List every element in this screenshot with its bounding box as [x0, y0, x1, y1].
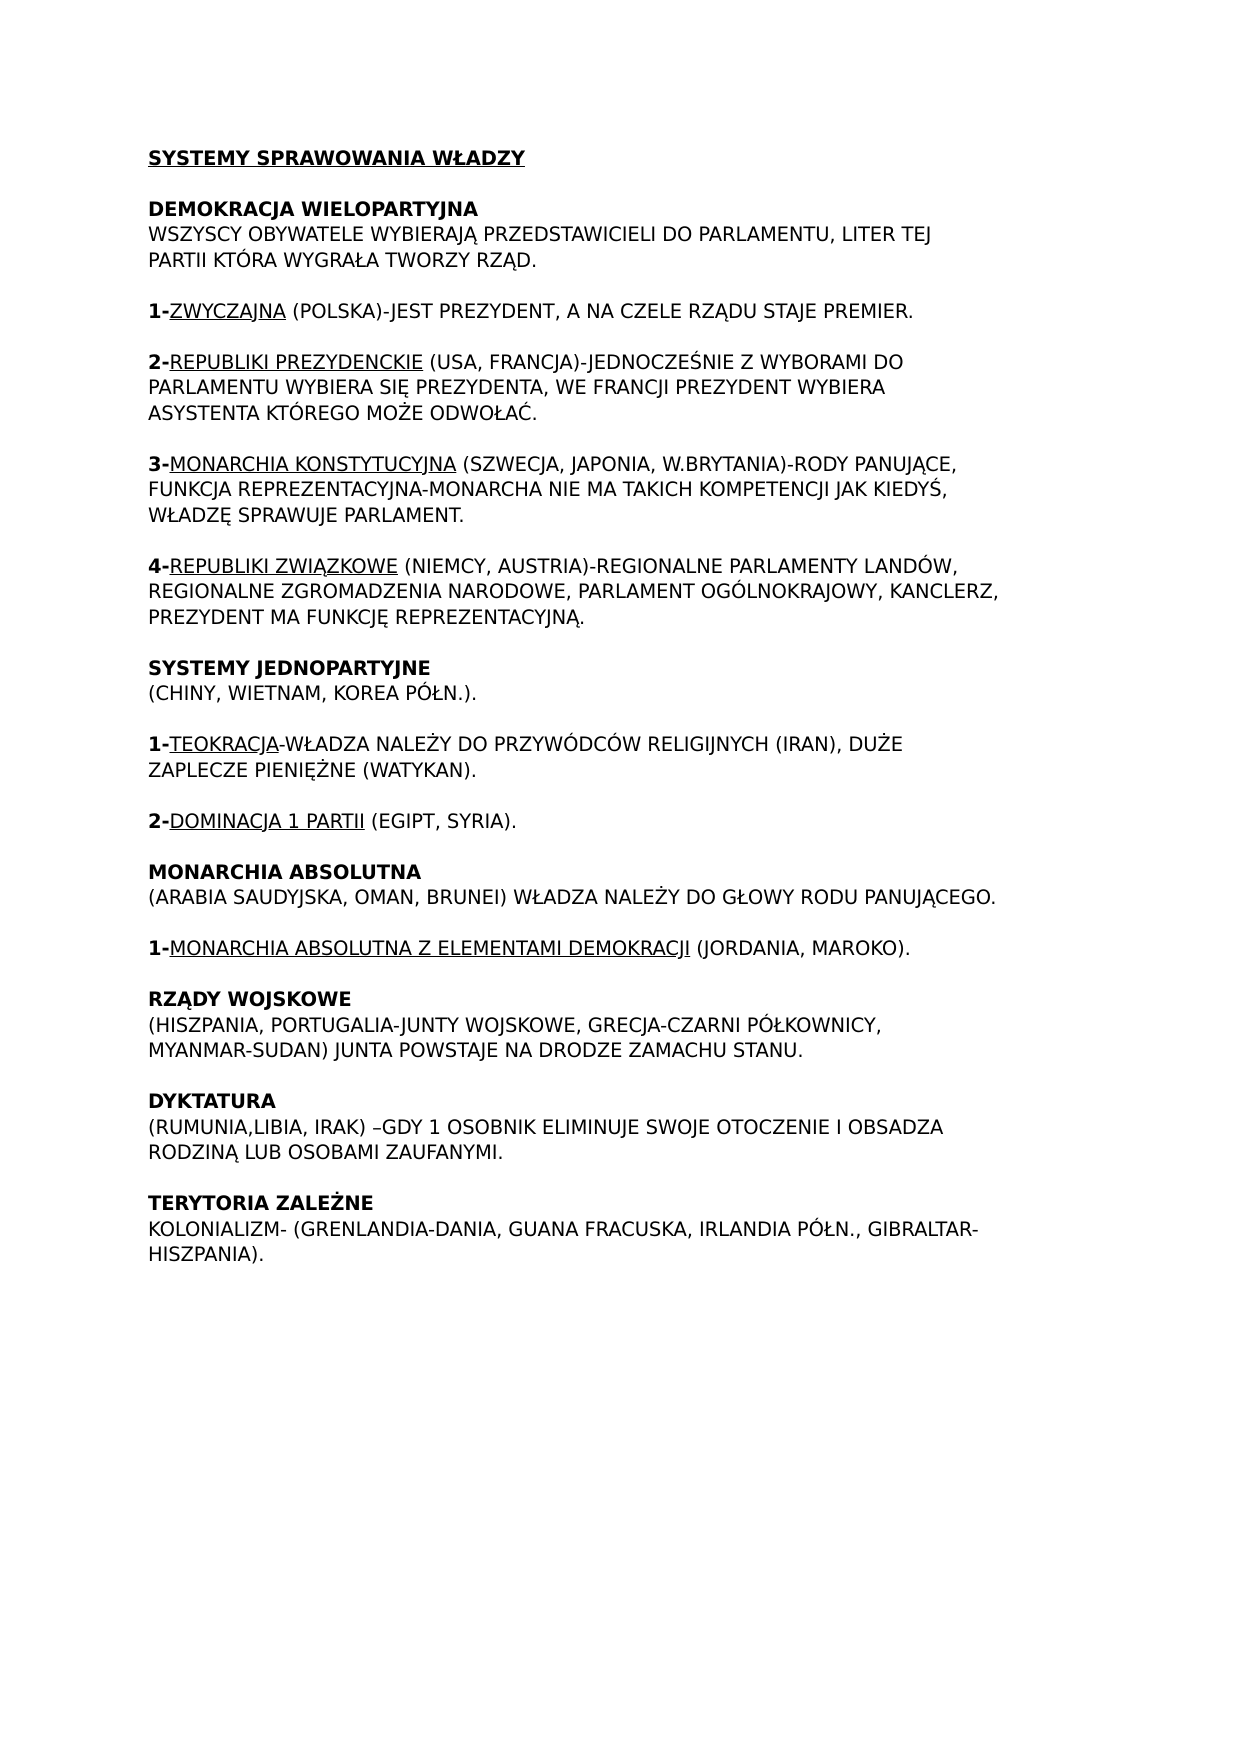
section-heading: DEMOKRACJA WIELOPARTYJNA [148, 197, 478, 221]
item-number: 1- [148, 299, 170, 323]
item-text: -WŁADZA NALEŻY DO PRZYWÓDCÓW RELIGIJNYCH (IRAN), DUŻE [278, 733, 903, 756]
list-item [148, 554, 1108, 631]
item-term: MONARCHIA KONSTYTUCYJNA [169, 452, 457, 476]
text-line: HISZPANIA). [148, 1243, 265, 1266]
section-heading: TERYTORIA ZALEŻNE [148, 1192, 374, 1215]
section-demokracja [148, 197, 1108, 631]
document-title: SYSTEMY SPRAWOWANIA WŁADZY [148, 147, 525, 170]
section-dyktatura [148, 1089, 1108, 1166]
section-text [148, 222, 1108, 273]
section-heading: RZĄDY WOJSKOWE [148, 988, 352, 1011]
item-text: (POLSKA)-JEST PREZYDENT, A NA CZELE RZĄDU STAJE PREMIER. [286, 299, 914, 323]
item-text: (SZWECJA, JAPONIA, W.BRYTANIA)-RODY PANUJĄCE, [456, 452, 958, 476]
item-text: WŁADZĘ SPRAWUJE PARLAMENT. [148, 503, 465, 527]
item-term: DOMINACJA 1 PARTII [169, 809, 365, 833]
text-line: (RUMUNIA,LIBIA, IRAK) –GDY 1 OSOBNIK ELIMINUJE SWOJE OTOCZENIE I OBSADZA [148, 1115, 944, 1139]
section-heading: DYKTATURA [148, 1090, 276, 1113]
list-item [148, 350, 1108, 427]
item-term: ZWYCZAJNA [169, 299, 287, 323]
section-heading: SYSTEMY JEDNOPARTYJNE [148, 656, 431, 680]
item-number: 4- [148, 554, 170, 578]
item-text: PREZYDENT MA FUNKCJĘ REPREZENTACYJNĄ. [148, 605, 586, 629]
item-term: REPUBLIKI PREZYDENCKIE [169, 350, 424, 374]
item-text: (NIEMCY, AUSTRIA)-REGIONALNE PARLAMENTY LANDÓW, [397, 554, 959, 578]
item-term: MONARCHIA ABSOLUTNA Z ELEMENTAMI DEMOKRACJI [169, 937, 691, 960]
section-heading: MONARCHIA ABSOLUTNA [148, 860, 422, 884]
section-text [148, 1115, 1108, 1166]
item-text: ZAPLECZE PIENIĘŻNE (WATYKAN). [148, 758, 477, 782]
text-line: (HISZPANIA, PORTUGALIA-JUNTY WOJSKOWE, GRECJA-CZARNI PÓŁKOWNICY, [148, 1013, 882, 1037]
document-page [148, 146, 1108, 1268]
text-line: RODZINĄ LUB OSOBAMI ZAUFANYMI. [148, 1141, 504, 1164]
item-text: (EGIPT, SYRIA). [364, 809, 517, 833]
text-line: WSZYSCY OBYWATELE WYBIERAJĄ PRZEDSTAWICIELI DO PARLAMENTU, LITER TEJ [148, 223, 932, 246]
item-number: 3- [148, 452, 170, 476]
item-number: 2- [148, 350, 170, 374]
item-number: 2- [148, 809, 170, 833]
item-text: FUNKCJA REPREZENTACYJNA-MONARCHA NIE MA TAKICH KOMPETENCJI JAK KIEDYŚ, [148, 478, 948, 501]
list-item [148, 732, 1108, 783]
item-text: ASYSTENTA KTÓREGO MOŻE ODWOŁAĆ. [148, 401, 538, 425]
item-text: (JORDANIA, MAROKO). [690, 937, 911, 960]
item-number: 1- [148, 733, 170, 756]
item-term: REPUBLIKI ZWIĄZKOWE [169, 554, 398, 578]
section-text [148, 1217, 1108, 1268]
item-term: TEOKRACJA [169, 733, 279, 756]
section-rzady-wojskowe [148, 987, 1108, 1064]
text-line: (ARABIA SAUDYJSKA, OMAN, BRUNEI) WŁADZA NALEŻY DO GŁOWY RODU PANUJĄCEGO. [148, 886, 997, 909]
text-line: KOLONIALIZM- (GRENLANDIA-DANIA, GUANA FRACUSKA, IRLANDIA PÓŁN., GIBRALTAR- [148, 1217, 979, 1241]
text-line: PARTII KTÓRA WYGRAŁA TWORZY RZĄD. [148, 248, 538, 272]
list-item [148, 452, 1108, 529]
section-terytoria-zalezne [148, 1191, 1108, 1268]
section-text [148, 681, 1108, 707]
item-number: 1- [148, 937, 170, 960]
text-line: (CHINY, WIETNAM, KOREA PÓŁN.). [148, 682, 478, 705]
item-text: REGIONALNE ZGROMADZENIA NARODOWE, PARLAMENT OGÓLNOKRAJOWY, KANCLERZ, [148, 580, 999, 603]
section-text [148, 885, 1108, 911]
section-monarchia-absolutna [148, 860, 1108, 962]
list-item [148, 936, 1108, 962]
text-line: MYANMAR-SUDAN) JUNTA POWSTAJE NA DRODZE ZAMACHU STANU. [148, 1039, 804, 1062]
list-item [148, 299, 1108, 325]
list-item [148, 809, 1108, 835]
item-text: (USA, FRANCJA)-JEDNOCZEŚNIE Z WYBORAMI DO [423, 350, 904, 374]
section-text [148, 1013, 1108, 1064]
section-jednopartyjne [148, 656, 1108, 835]
item-text: PARLAMENTU WYBIERA SIĘ PREZYDENTA, WE FRANCJI PREZYDENT WYBIERA [148, 376, 886, 399]
